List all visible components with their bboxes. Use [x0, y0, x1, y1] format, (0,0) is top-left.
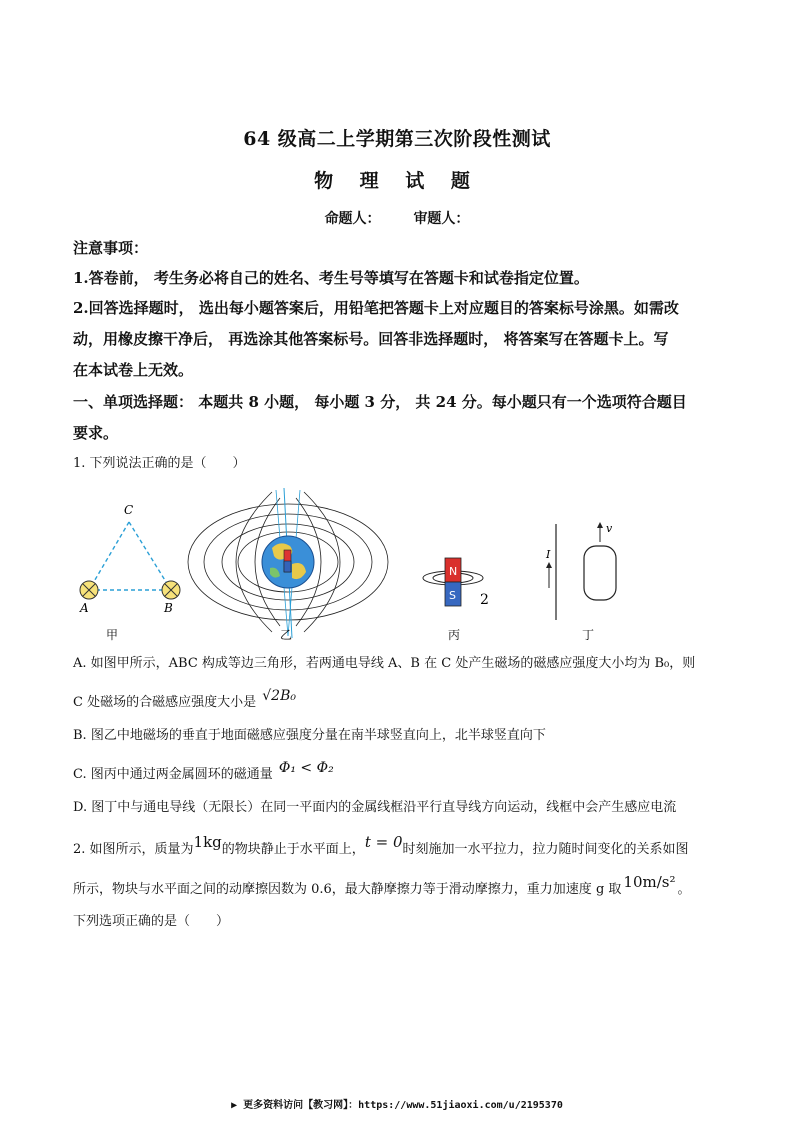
- q1-option-c-math: Φ₁ < Φ₂: [278, 760, 334, 776]
- q1-figure: [60, 488, 730, 640]
- q1-option-c-text: C. 图丙中通过两金属圆环的磁通量: [73, 767, 273, 782]
- authors-line: [0, 208, 794, 228]
- section-heading-line-2: 要求。: [73, 424, 119, 442]
- figure-label-yi: 乙: [280, 628, 293, 642]
- q1-option-a-text: C 处磁场的合磁感应强度大小是: [73, 695, 257, 710]
- q1-option-b: B. 图乙中地磁场的垂直于地面磁感应强度分量在南半球竖直向上，北半球竖直向下: [73, 728, 546, 743]
- q2-line-2: [73, 873, 733, 900]
- footer-link[interactable]: ▶ 更多资料访问【教习网】：https://www.51jiaoxi.com/u/2195370: [231, 1100, 563, 1111]
- label-c: C: [124, 503, 134, 517]
- q2-time: t = 0: [364, 833, 403, 851]
- figure-bing: [423, 558, 489, 608]
- exam-subtitle: 物 理 试 题: [314, 170, 480, 192]
- figure-label-jia: 甲: [106, 628, 119, 642]
- label-a: A: [80, 601, 89, 615]
- q2-line-1: [73, 833, 733, 860]
- section-heading-line-1: 一、单项选择题： 本题共 8 小题， 每小题 3 分， 共 24 分。每小题只有一个选项符合题目: [73, 393, 687, 411]
- q2-gravity: 10m/s²: [623, 873, 676, 891]
- q2-mass: 1kg: [193, 833, 222, 851]
- q2-line-1-c: 时刻施加一水平拉力，拉力随时间变化的关系如图: [402, 842, 689, 857]
- q1-figure-svg: [60, 488, 730, 640]
- q2-line-1-a: 2. 如图所示，质量为: [73, 842, 194, 857]
- q2-line-2-a: 所示，物块与水平面之间的动摩擦因数为 0.6，最大静摩擦力等于滑动摩擦力，重力加速度 g 取: [73, 882, 622, 897]
- label-n: N: [449, 565, 458, 578]
- author-label: 命题人：: [324, 211, 381, 227]
- q1-option-a-line-2: [73, 688, 733, 713]
- q2-line-1-b: 的物块静止于水平面上，: [221, 842, 365, 857]
- q2-line-3: 下列选项正确的是（ ）: [73, 914, 230, 929]
- q1-option-c: [73, 760, 733, 785]
- label-i: I: [546, 548, 551, 561]
- label-s: S: [449, 589, 456, 602]
- label-ring-2: 2: [480, 592, 489, 608]
- figure-label-bing: 丙: [448, 628, 461, 642]
- notice-heading: 注意事项：: [73, 239, 149, 257]
- label-v: v: [606, 522, 613, 535]
- figure-label-ding: 丁: [582, 628, 595, 642]
- notice-item-1: 1.答卷前， 考生务必将自己的姓名、考生号等填写在答题卡和试卷指定位置。: [73, 269, 589, 287]
- reviewer-label: 审题人：: [413, 211, 470, 227]
- q1-option-d: D. 图丁中与通电导线（无限长）在同一平面内的金属线框沿平行直导线方向运动，线框中会产生感应电流: [73, 800, 677, 815]
- figure-jia: [79, 503, 180, 615]
- earth-globe: [262, 536, 314, 588]
- q1-option-a-line-1: A. 如图甲所示，ABC 构成等边三角形，若两通电导线 A、B 在 C 处产生磁场的磁感应强度大小均为 B₀，则: [73, 656, 696, 671]
- notice-item-2-line-2: 动，用橡皮擦干净后， 再选涂其他答案标号。回答非选择题时， 将答案写在答题卡上。写: [73, 330, 669, 348]
- label-b: B: [164, 601, 173, 615]
- q1-option-a-math: √2B₀: [262, 688, 296, 704]
- q1-stem: 1. 下列说法正确的是（ ）: [73, 456, 246, 471]
- q2-line-2-b: 。: [677, 882, 691, 897]
- notice-item-2-line-3: 在本试卷上无效。: [73, 361, 194, 379]
- notice-item-2-line-1: 2.回答选择题时， 选出每小题答案后，用铅笔把答题卡上对应题目的答案标号涂黑。如需改: [73, 299, 679, 317]
- figure-ding: [545, 522, 616, 620]
- exam-title: 64 级高二上学期第三次阶段性测试: [243, 128, 551, 150]
